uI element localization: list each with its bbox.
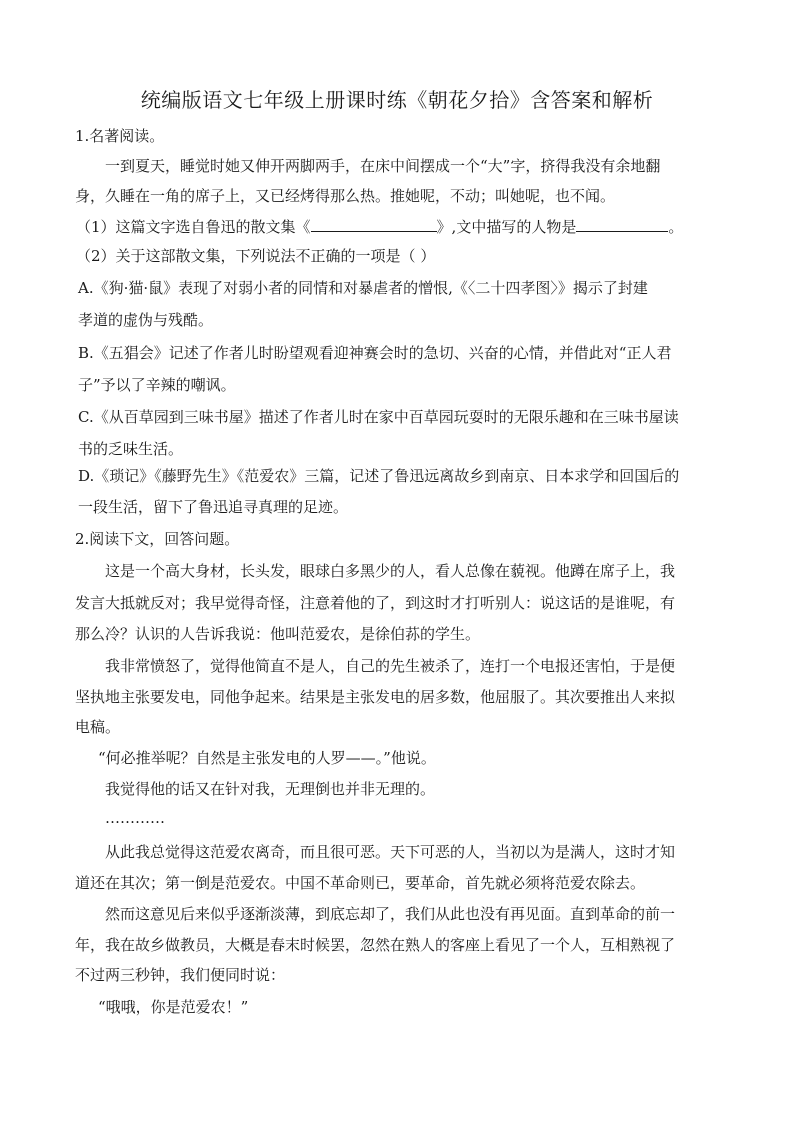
q2-passage-line: 然而这意见后来似乎逐渐淡薄，到底忘却了，我们从此也没有再见面。直到革命的前一 [105,905,676,923]
option-c-line: C.《从百草园到三味书屋》描述了作者儿时在家中百草园玩耍时的无限乐趣和在三味书屋读 [78,408,679,426]
option-b-line: B.《五猖会》记述了作者儿时盼望观看迎神赛会时的急切、兴奋的心情，并借此对“正人君 [78,344,672,362]
q1-sub1-middle: 》,文中描写的人物是 [436,218,577,236]
option-a-line: A.《狗·猫·鼠》表现了对弱小者的同情和对暴虐者的憎恨,《〈二十四孝图〉》揭示了封建 [78,279,648,297]
q1-heading: 1.名著阅读。 [75,127,165,145]
option-d-line: 一段生活，留下了鲁迅追寻真理的足迹。 [78,498,349,516]
q2-passage-line: 这是一个高大身材，长头发，眼球白多黑少的人，看人总像在藐视。他蹲在席子上，我 [105,562,676,580]
q2-passage-line: 发言大抵就反对；我早觉得奇怪，注意着他的了，到这时才打听别人：说这话的是谁呢，有 [75,594,676,612]
q1-sub1-prefix: （1）这篇文字选自鲁迅的散文集《 [76,218,311,236]
q1-passage-line: 身，久睡在一角的席子上，又已经烤得那么热。推她呢，不动；叫她呢，也不闻。 [75,187,616,205]
q1-passage-line: 一到夏天，睡觉时她又伸开两脚两手，在床中间摆成一个“大”字，挤得我没有余地翻 [105,157,661,175]
q2-passage-line: 不过两三秒钟，我们便同时说： [75,966,286,984]
option-c-line: 书的乏味生活。 [78,440,184,458]
option-b-line: 子”予以了辛辣的嘲讽。 [78,376,236,394]
q1-sub1 [76,217,683,237]
q1-sub2: （2）关于这部散文集，下列说法不正确的一项是（ ） [76,247,436,265]
q2-passage-line: 电稿。 [75,718,121,736]
q2-passage-line: 我非常愤怒了，觉得他简直不是人，自己的先生被杀了，连打一个电报还害怕，于是便 [105,657,676,675]
q2-heading: 2.阅读下文，回答问题。 [75,530,240,548]
q2-passage-line: “哦哦，你是范爱农！” [98,998,249,1016]
document-title: 统编版语文七年级上册课时练《朝花夕拾》含答案和解析 [140,88,654,112]
q2-ellipsis: ………… [105,809,165,827]
q2-passage-line: 道还在其次；第一倒是范爱农。中国不革命则已，要革命，首先就必须将范爱农除去。 [75,874,646,892]
q2-passage-line: 年，我在故乡做教员，大概是春末时候罢，忽然在熟人的客座上看见了一个人，互相熟视了 [75,936,676,954]
q2-passage-line: 那么冷？认识的人告诉我说：他叫范爱农，是徐伯荪的学生。 [75,625,481,643]
answer-blank-character[interactable] [576,217,668,232]
answer-blank-collection[interactable] [311,217,437,232]
q2-passage-line: 我觉得他的话又在针对我，无理倒也并非无理的。 [105,780,436,798]
q2-passage-line: “何必推举呢？自然是主张发电的人罗——。”他说。 [98,749,436,767]
q2-passage-line: 从此我总觉得这范爱农离奇，而且很可恶。天下可恶的人，当初以为是满人，这时才知 [105,843,676,861]
option-d-line: D.《琐记》《藤野先生》《范爱农》三篇，记述了鲁迅远离故乡到南京、日本求学和回国后的 [78,467,680,485]
q2-passage-line: 坚执地主张要发电，同他争起来。结果是主张发电的居多数，他屈服了。其次要推出人来拟 [75,688,676,706]
option-a-line: 孝道的虚伪与残酷。 [78,311,214,329]
q1-sub1-end: 。 [668,218,684,236]
